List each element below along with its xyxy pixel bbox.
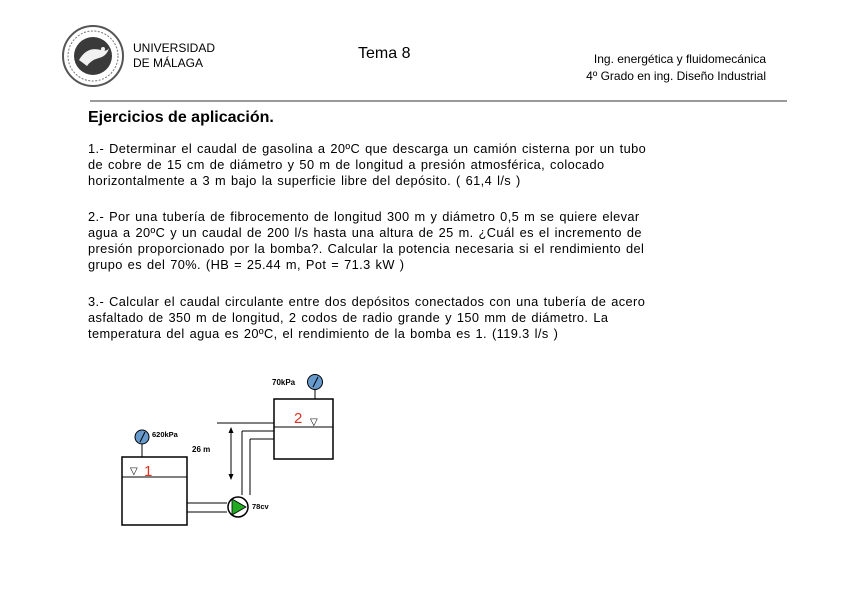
exercise-1 [88,141,750,189]
exercise-line: asfaltado de 350 m de longitud, 2 codos de radio grande y 150 mm de diámetro. La [88,310,609,325]
university-name [133,41,215,71]
exercise-line: agua a 20ºC y un caudal de 200 l/s hasta una altura de 25 m. ¿Cuál es el incremento de [88,225,642,240]
height-arrow-up [229,427,234,433]
height-arrow-down [229,474,234,480]
exercise-2 [88,209,750,273]
exercise-line: grupo es del 70%. (HB = 25.44 m, Pot = 71.3 kW ) [88,257,405,272]
course-line2: 4º Grado en ing. Diseño Industrial [586,69,766,83]
exercise-line: 2.- Por una tubería de fibrocemento de longitud 300 m y diámetro 0,5 m se quiere elevar [88,209,640,224]
left-gauge-label: 620kPa [152,430,178,439]
two-tank-pump-diagram [100,365,350,535]
university-seal-logo [61,24,125,88]
upper-tank-number: 2 [294,410,303,427]
pump-power-label: 78cv [252,502,269,511]
page-title: Tema 8 [358,45,411,62]
exercise-line: horizontalmente a 3 m bajo la superficie libre del depósito. ( 61,4 l/s ) [88,173,521,188]
section-heading: Ejercicios de aplicación. [88,109,274,126]
upper-tank [274,399,333,459]
exercise-line: 1.- Determinar el caudal de gasolina a 20ºC que descarga un camión cisterna por un tubo [88,141,647,156]
exercise-3 [88,294,750,342]
header-divider [90,100,787,102]
exercise-line: temperatura del agua es 20ºC, el rendimiento de la bomba es 1. (119.3 l/s ) [88,326,559,341]
course-info [586,51,766,85]
exercise-line: 3.- Calcular el caudal circulante entre dos depósitos conectados con una tubería de acero [88,294,646,309]
upper-gauge-label: 70kPa [272,378,296,387]
water-level-icon: ▽ [310,417,318,428]
university-name-line1: UNIVERSIDAD [133,41,216,55]
university-name-line2: DE MÁLAGA [133,56,204,70]
exercise-line: presión proporcionado por la bomba?. Calcular la potencia necesaria si el rendimiento del [88,241,645,256]
water-level-icon: ▽ [130,466,138,477]
height-label: 26 m [192,445,211,454]
lower-tank-number: 1 [144,463,153,480]
course-line1: Ing. energética y fluidomecánica [593,52,766,66]
exercise-line: de cobre de 15 cm de diámetro y 50 m de longitud a presión atmosférica, colocado [88,157,605,172]
